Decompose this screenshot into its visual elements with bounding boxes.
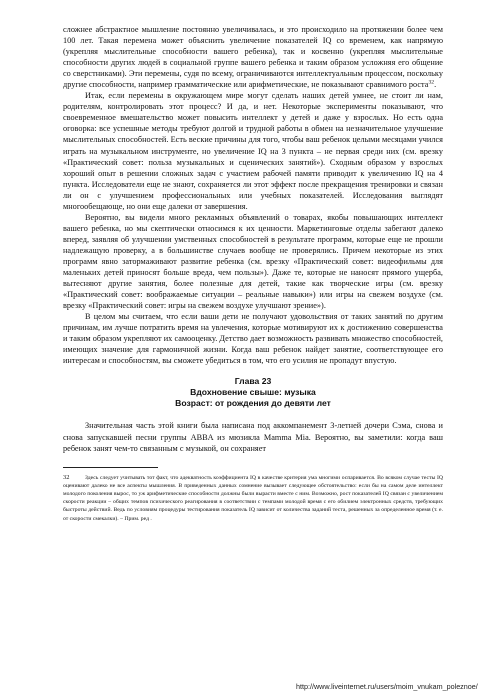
footnote-text: Здесь следует учитывать тот факт, что адекватность коэффициента IQ в качестве критерия ума многими оспаривается. Во всяком случае тесты IQ оценивают далеко не все аспекты мышления. В приведенных данных сомнение вызывает следующее обстоятельство: если бы на самом деле интеллект молодого поколения вырос, то уж арифметические способности должны были вырасти вместе с ним. Возможно, рост показателей IQ связан с увеличением скорости реакции – общих темпов психического реагирования в соответствии с темпами молодой время с его обилием электронных средств, требующих быстроты действий. Ведь по условиям процедуры тестирования показатель IQ зависит от количества заданий теста, решенных за определенное время (т. е. от скорости смекалки). – Прим. ред . [63,474,443,522]
footnote-number: 32 [63,473,70,481]
paragraph-4: В целом мы считаем, что если ваши дети не получают удовольствия от таких занятий по другим причинам, им лучше потратить время на увлечения, которые мотивируют их к достижению совершенства и таким образом укрепляют их самооценку. Детство дает возможность развивать множество способностей, имеющих значение для гармоничной жизни. Когда ваш ребенок найдет занятие, соответствующее его интересам и способностям, вы сможете убедиться в том, что его усилия не пропадут впустую. [63,312,443,366]
paragraph-1 [63,24,443,90]
paragraph-1-end: . [434,80,437,90]
page-body [63,24,443,523]
paragraph-5: Значительная часть этой книги была написана под аккомпанемент 3-летней дочери Сэма, снова и снова запускавшей песни группы ABBA из мюзикла Mamma Mia. Вероятно, вы заметили: когда ваш ребенок занят чем-то связанным с музыкой, он сохраняет [63,421,443,453]
source-url[interactable]: http://www.liveinternet.ru/users/moim_vnukam_poleznoe/ [296,682,478,691]
chapter-subtitle: Возраст: от рождения до девяти лет [175,398,331,409]
paragraph-2: Итак, если перемены в окружающем мире могут сделать наших детей умнее, не стоит ли нам, родителям, контролировать этот процесс? И да, и нет. Некоторые эксперименты показывают, что своевременное вмешательство может повысить интеллект у детей и даже у взрослых. Но есть одна оговорка: все успешные методы требуют долгой и трудной работы в обмен на незначительное улучшение мыслительных способностей. Есть веские причины для того, чтобы ваш ребенок целыми месяцами учился играть на музыкальном инструменте, но увеличение IQ на 3 пункта – не первая среди них (см. врезку «Практический совет: польза музыкальных и сценических занятий»). Сходным образом у взрослых хороший опыт в решении сложных задач с участием рабочей памяти приводит к увеличению IQ на 4 пункта. Исследователи еще не знают, сохраняется ли этот эффект после прекращения тренировки и связан ли он с улучшением профессиональных или учебных показателей. Исследования выглядят многообещающе, но они еще далеки от завершения. [63,91,443,211]
chapter-number: Глава 23 [234,376,272,387]
footnote [63,474,443,523]
paragraph-3: Вероятно, вы видели много рекламных объявлений о товарах, якобы повышающих интеллект вашего ребенка, но мы скептически относимся к их ценности. Маркетинговые отделы забегают далеко вперед, заявляя об улучшении умственных способностей в результате программ, которые еще не прошли надлежащую проверку, а в большинстве случаев вообще не проверялись. Причем некоторые из этих программ явно затормаживают развитие ребенка (см. врезку «Практический совет: видеофильмы для маленьких детей приносят больше вреда, чем пользы»). Даже те, которые не наносят прямого ущерба, вытесняют другие занятия, более полезные для детей, такие как творческие игры (см. врезку «Практический совет: воображаемые ситуации – реальные навыки») или игры на свежем воздухе (см. врезку «Практический совет: игры на свежем воздухе улучшают зрение»). [63,212,443,311]
chapter-title: Вдохновение свыше: музыка [190,387,316,398]
footnote-divider [63,467,158,468]
footnote-ref-32[interactable]: 32 [428,79,435,86]
paragraph-1-text: сложнее абстрактное мышление постоянно увеличивалась, и это происходило на протяжении более чем 100 лет. Такая перемена может объяснить увеличение показателей IQ со временем, как напрямую (укрепляя мыслительные способности вашего ребенка), так и косвенно (укрепляя мыслительные способности других людей в социальной группе вашего ребенка и таким образом усложняя его общение со сверстниками). Эти перемены, судя по всему, ограничиваются интеллектуальным процессом, поскольку другие способности, например грамматические или арифметические, не показывают сравнимого роста [63,25,443,90]
